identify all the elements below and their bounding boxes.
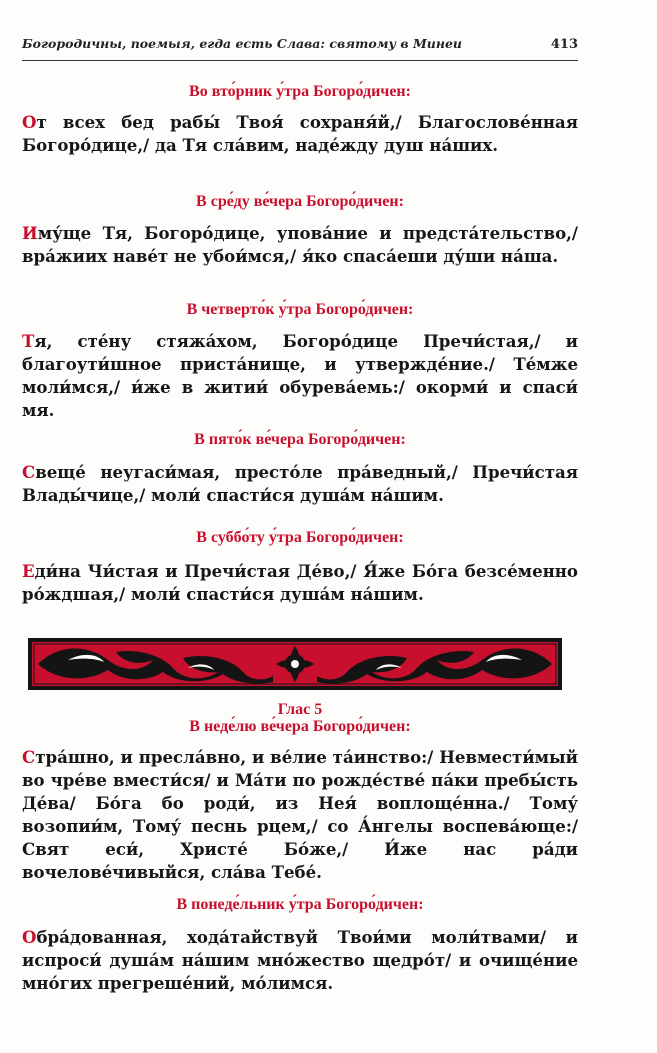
running-header [22,36,578,52]
drop-initial: О [22,927,37,947]
drop-initial: О [22,112,37,132]
verse-text: бра́дованная, хода́тайствуй Твои́ми моли́твами/ и испроси́ душа́м на́шим мно́жество щедро́т/ и очище́ние мно́гих прегреше́ний, мо́лимся. [22,927,578,993]
drop-initial: И [22,223,38,243]
drop-initial: С [22,462,36,482]
section-heading-tuesday: Во вто́рник у́тра Богоро́дичен: [189,83,411,100]
header-rule [22,60,578,61]
verse-text: веще́ неугаси́мая, престо́ле пра́ведный,/ Пречи́стая Влады́чице,/ моли́ спасти́ся душа́м на́шим. [22,462,578,505]
verse-text: тра́шно, и пресла́вно, и ве́лие та́инство:/ Невмести́мый во чре́ве вмести́ся/ и Ма́ти по рожде́стве́ па́ки пребы́сть Де́ва/ Бо́га бо роди́, из Нея́ воплоще́нна./ Тому́ возопии́м, Тому́ песнь рцем,/ со А́нгелы воспева́юще:/ Свят еси́, Христе́ Бо́же,/ И́же нас ра́ди вочелове́чивыйся, сла́ва Тебе́. [22,747,578,882]
tone-label: Глас 5 [277,701,323,718]
verse-text: ди́на Чи́стая и Пречи́стая Де́во,/ Я́же Бо́га безсе́менно ро́ждшая,/ моли́ спасти́ся душа́м на́шим. [22,561,578,604]
verse-text: я, сте́ну стяжа́хом, Богоро́дице Пречи́стая,/ и благоути́шное приста́нище, и утвержде́ние./ Те́мже моли́мся,/ и́же в житии́ обурева́емь:/ окорми́ и спаси́ мя. [22,331,578,420]
verse-monday [22,926,578,995]
drop-initial: С [22,747,36,767]
verse-tuesday [22,111,578,157]
section-heading-thursday: В четверто́к у́тра Богоро́дичен: [186,301,414,318]
verse-sunday [22,746,578,884]
section-heading-saturday: В суббо́ту у́тра Богоро́дичен: [196,529,404,546]
section-heading-wednesday: В сре́ду ве́чера Богоро́дичен: [196,193,404,210]
verse-wednesday [22,222,578,268]
verse-text: му́ще Тя, Богоро́дице, упова́ние и предста́тельство,/ вра́жиих наве́т не убои́мся,/ я́ко спаса́еши ду́ши на́ша. [22,223,578,266]
floral-ornament-band-icon [28,638,562,690]
drop-initial: Т [22,331,35,351]
verse-text: т всех бед рабы́ Твоя́ сохраня́й,/ Благослове́нная Богоро́дице,/ да Тя сла́вим, наде́жду душ на́ших. [22,112,578,155]
section-heading-monday: В понеде́льник у́тра Богоро́дичен: [176,896,424,913]
verse-saturday [22,560,578,606]
verse-friday [22,461,578,507]
section-heading-sunday: В неде́лю ве́чера Богоро́дичен: [189,718,411,735]
page-number: 413 [550,37,578,52]
running-header-title: Богородичны, поемыя, егда есть Слава: святому в Минеи [22,36,463,51]
drop-initial: Е [22,561,35,581]
verse-thursday [22,330,578,422]
section-heading-friday: В пято́к ве́чера Богоро́дичен: [194,431,406,448]
